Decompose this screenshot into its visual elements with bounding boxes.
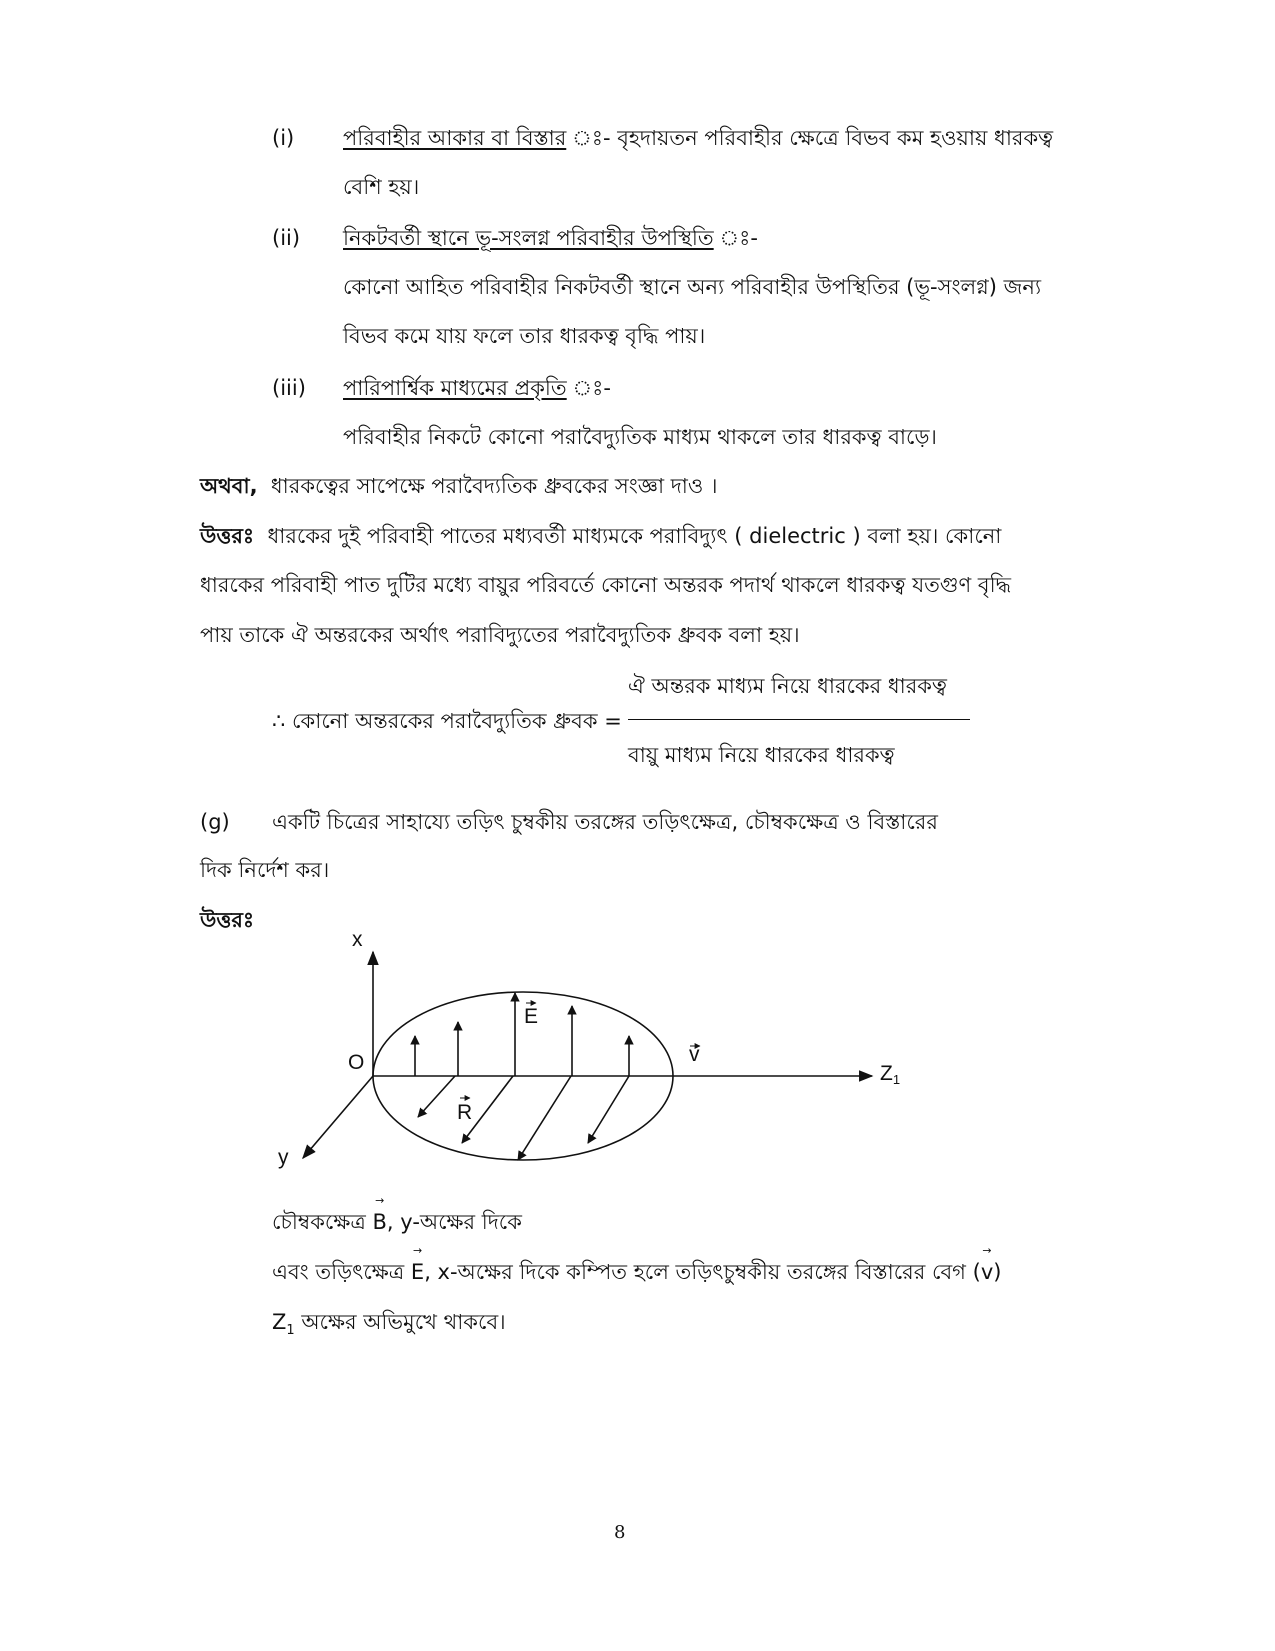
conclusion-line3	[272, 1308, 506, 1345]
conclusion-l1-post: , y-অক্ষের দিকে	[386, 1210, 522, 1234]
y-axis	[303, 1076, 373, 1158]
item-ii-sep: ঃ-	[713, 226, 758, 250]
item-i-text1: বৃহদায়তন পরিবাহীর ক্ষেত্রে বিভব কম হওয়ায় ধারকত্ব	[617, 126, 1054, 150]
or-label: অথবা,	[200, 474, 258, 498]
question-g-number: (g)	[200, 810, 230, 834]
formula-denominator: বায়ু মাধ্যম নিয়ে ধারকের ধারকত্ব	[628, 743, 895, 767]
conclusion-line2	[272, 1258, 1001, 1286]
item-i-line1	[343, 124, 1053, 152]
answer1-text1: ধারকের দুই পরিবাহী পাতের মধ্যবর্তী মাধ্যমকে পরাবিদ্যুৎ ( dielectric ) বলা হয়। কোনো	[267, 524, 1002, 548]
b-symbol: → B	[372, 1208, 386, 1236]
or-text: ধারকত্বের সাপেক্ষে পরাবৈদ্যতিক ধ্রুবকের সংজ্ঞা দাও ।	[270, 474, 718, 498]
label-y: y	[278, 1146, 289, 1169]
answer1-line2: ধারকের পরিবাহী পাত দুটির মধ্যে বায়ুর পরিবর্তে কোনো অন্তরক পদার্থ থাকলে ধারকত্ব যতগুণ বৃদ্ধি	[200, 573, 1012, 597]
item-iii-line1	[343, 374, 611, 402]
b-field-arrow	[462, 1076, 513, 1143]
label-z	[880, 1062, 900, 1087]
label-e: E	[524, 1005, 539, 1028]
item-ii-line1	[343, 224, 758, 252]
b-field-arrow	[418, 1076, 455, 1117]
e-symbol: → E	[411, 1258, 424, 1286]
label-v: v	[689, 1043, 700, 1066]
conclusion-l2-end: )	[993, 1260, 1002, 1284]
item-iii-heading: পারিপার্শ্বিক মাধ্যমের প্রকৃতি	[343, 376, 567, 400]
item-ii-heading: নিকটবর্তী স্থানে ভূ-সংলগ্ন পরিবাহীর উপস্থিতি	[343, 226, 714, 250]
item-iii-sep: ঃ-	[566, 376, 611, 400]
item-ii-line2: কোনো আহিত পরিবাহীর নিকটবর্তী স্থানে অন্য পরিবাহীর উপস্থিতির (ভূ-সংলগ্ন) জন্য	[343, 275, 1042, 299]
answer1-label: উত্তরঃ	[200, 524, 255, 548]
formula-numerator: ঐ অন্তরক মাধ্যম নিয়ে ধারকের ধারকত্ব	[628, 674, 947, 698]
conclusion-z-sub: 1	[286, 1323, 295, 1339]
label-z-sub: 1	[892, 1072, 901, 1087]
v-symbol: → v	[981, 1258, 993, 1286]
b-field-arrow	[588, 1076, 629, 1143]
item-iii-number: (iii)	[272, 376, 306, 400]
b-field-arrow	[518, 1076, 571, 1160]
label-z-main: Z	[880, 1062, 893, 1085]
answer1-line1	[200, 522, 1001, 550]
question-g-line1: একটি চিত্রের সাহায্যে তড়িৎ চুম্বকীয় তরঙ্গের তড়িৎক্ষেত্র, চৌম্বকক্ষেত্র ও বিস্তারের	[272, 810, 938, 834]
item-i-line2: বেশি হয়।	[343, 175, 420, 199]
label-r: R	[457, 1101, 473, 1124]
conclusion-l3-post: অক্ষের অভিমুখে থাকবে।	[294, 1310, 506, 1334]
formula-lhs: ∴ কোনো অন্তরকের পরাবৈদ্যুতিক ধ্রুবক =	[272, 709, 622, 733]
conclusion-l1-pre: চৌম্বকক্ষেত্র	[272, 1210, 373, 1234]
conclusion-z: Z	[272, 1310, 287, 1334]
label-o: O	[348, 1051, 365, 1074]
wave-envelope	[373, 992, 673, 1160]
item-ii-number: (ii)	[272, 226, 301, 250]
answer2-label: উত্তরঃ	[200, 908, 255, 932]
item-i-number: (i)	[272, 126, 295, 150]
conclusion-l2-pre: এবং তড়িৎক্ষেত্র	[272, 1260, 411, 1284]
question-g-line2: দিক নির্দেশ কর।	[200, 858, 330, 882]
label-x: x	[352, 928, 363, 951]
conclusion-line1	[272, 1208, 522, 1236]
page-number: 8	[614, 1522, 626, 1543]
or-question	[200, 472, 717, 500]
item-i-sep: ঃ-	[566, 126, 618, 150]
answer1-line3: পায় তাকে ঐ অন্তরকের অর্থাৎ পরাবিদ্যুতের পরাবৈদ্যুতিক ধ্রুবক বলা হয়।	[200, 623, 800, 647]
item-i-heading: পরিবাহীর আকার বা বিস্তার	[343, 126, 567, 150]
item-iii-line2: পরিবাহীর নিকটে কোনো পরাবৈদ্যুতিক মাধ্যম থাকলে তার ধারকত্ব বাড়ে।	[343, 425, 937, 449]
formula-fraction-bar	[628, 719, 970, 720]
item-ii-line3: বিভব কমে যায় ফলে তার ধারকত্ব বৃদ্ধি পায়।	[343, 324, 706, 348]
conclusion-l2-post: , x-অক্ষের দিকে কম্পিত হলে তড়িৎচুম্বকীয় তরঙ্গের বিস্তারের বেগ (	[424, 1260, 981, 1284]
